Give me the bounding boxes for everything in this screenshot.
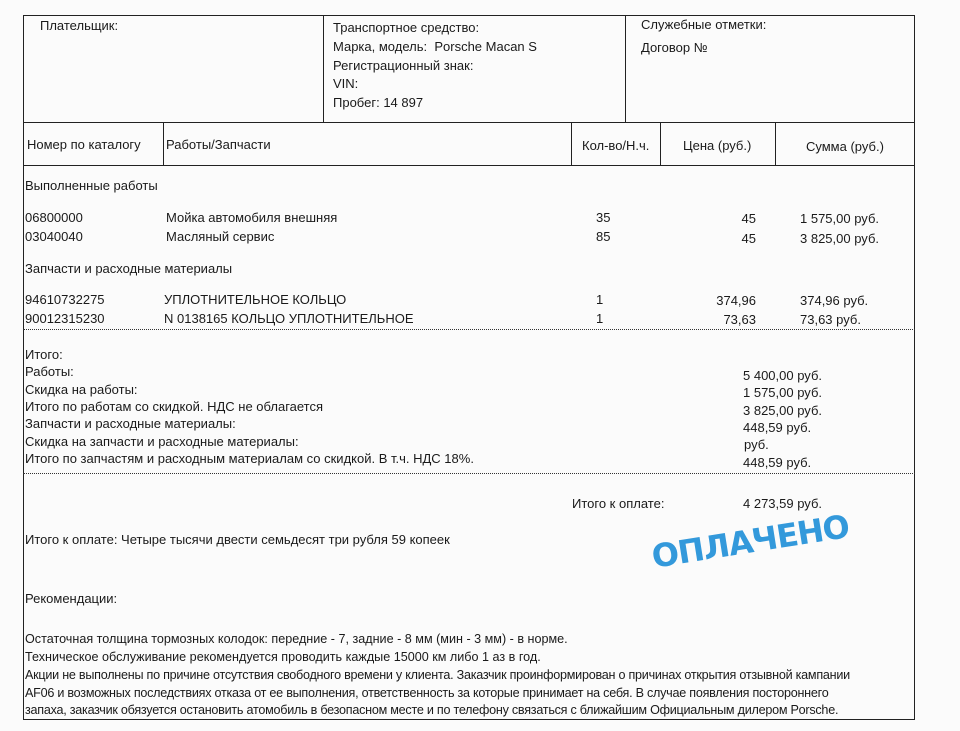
make-model-value: Porsche Macan S (434, 39, 537, 54)
recommendation-line: запаха, заказчик обязуется остановить атомобиль в безопасном месте и по телефону связаться с ближайшим Официальным дилером Porsche. (25, 703, 839, 717)
row-price: 45 (741, 231, 756, 246)
row-sum: 73,63 руб. (800, 312, 861, 327)
section-title-works: Выполненные работы (25, 178, 158, 193)
col-header-sum: Сумма (руб.) (806, 139, 884, 154)
col-divider-3 (660, 122, 661, 166)
paid-stamp: ОПЛАЧЕНО (649, 507, 852, 576)
row-name: Мойка автомобиля внешняя (166, 210, 338, 225)
totals-value: руб. (744, 437, 769, 452)
total-in-words: Итого к оплате: Четыре тысячи двести семьдесят три рубля 59 копеек (25, 532, 450, 547)
row-qty: 1 (596, 292, 604, 307)
grand-total-label: Итого к оплате: (572, 496, 665, 511)
row-catalog: 94610732275 (25, 292, 105, 307)
row-catalog: 03040040 (25, 229, 83, 244)
totals-label: Скидка на работы: (25, 382, 138, 397)
recommendation-line: Остаточная толщина тормозных колодок: передние - 7, задние - 8 мм (мин - 3 мм) - в норме. (25, 632, 568, 646)
mileage-label: Пробег: (333, 95, 380, 110)
totals-label: Итого по запчастям и расходным материалам со скидкой. В т.ч. НДС 18%. (25, 451, 474, 466)
payer-label: Плательщик: (40, 18, 119, 33)
totals-value: 5 400,00 руб. (743, 368, 823, 383)
vin-label: VIN: (333, 76, 359, 91)
row-sum: 374,96 руб. (800, 293, 869, 308)
make-model-row (333, 39, 537, 54)
col-header-qty: Кол-во/Н.ч. (582, 138, 650, 153)
totals-label: Итого по работам со скидкой. НДС не облагается (25, 399, 324, 414)
col-header-catalog: Номер по каталогу (27, 137, 141, 152)
items-bottom-dotted-line (23, 329, 915, 330)
row-name: N 0138165 КОЛЬЦО УПЛОТНИТЕЛЬНОЕ (164, 311, 414, 326)
header-divider-1 (323, 15, 324, 123)
row-price: 374,96 (716, 293, 756, 308)
row-sum: 3 825,00 руб. (800, 231, 880, 246)
row-sum: 1 575,00 руб. (800, 211, 880, 226)
totals-title: Итого: (25, 347, 63, 362)
contract-label: Договор № (641, 40, 708, 55)
recommendation-line: Акции не выполнены по причине отсутствия свободного времени у клиента. Заказчик проинформирован о причинах открытия отзывной кампании (25, 668, 850, 682)
header-bottom-line (23, 122, 915, 123)
header-divider-2 (625, 15, 626, 123)
totals-label: Работы: (25, 364, 74, 379)
totals-value: 3 825,00 руб. (743, 403, 823, 418)
totals-value: 1 575,00 руб. (743, 385, 823, 400)
row-name: Масляный сервис (166, 229, 275, 244)
col-header-name: Работы/Запчасти (166, 137, 271, 152)
row-qty: 85 (596, 229, 611, 244)
row-catalog: 90012315230 (25, 311, 105, 326)
totals-bottom-dotted-line (23, 473, 915, 474)
totals-value: 448,59 руб. (743, 455, 812, 470)
totals-value: 448,59 руб. (743, 420, 812, 435)
section-title-parts: Запчасти и расходные материалы (25, 261, 233, 276)
make-model-label: Марка, модель: (333, 39, 428, 54)
totals-label: Запчасти и расходные материалы: (25, 416, 236, 431)
col-header-price: Цена (руб.) (683, 138, 752, 153)
recommendations-title: Рекомендации: (25, 591, 118, 606)
recommendation-line: AF06 и возможных последствиях отказа от ее выполнения, ответственность за которые принимает на себя. В случае появления постороннего (25, 686, 829, 700)
reg-plate-label: Регистрационный знак: (333, 58, 474, 73)
row-qty: 1 (596, 311, 604, 326)
totals-label: Скидка на запчасти и расходные материалы: (25, 434, 299, 449)
col-divider-4 (775, 122, 776, 166)
row-price: 45 (741, 211, 756, 226)
row-name: УПЛОТНИТЕЛЬНОЕ КОЛЬЦО (164, 292, 347, 307)
col-divider-1 (163, 122, 164, 166)
row-price: 73,63 (723, 312, 756, 327)
recommendation-line: Техническое обслуживание рекомендуется проводить каждые 15000 км либо 1 аз в год. (25, 650, 541, 664)
mileage-value: 14 897 (383, 95, 424, 110)
grand-total-value: 4 273,59 руб. (743, 496, 823, 511)
row-qty: 35 (596, 210, 611, 225)
row-catalog: 06800000 (25, 210, 83, 225)
col-divider-2 (571, 122, 572, 166)
vehicle-title: Транспортное средство: (333, 20, 480, 35)
mileage-row (333, 95, 423, 110)
column-header-bottom-line (23, 165, 915, 166)
service-notes-title: Служебные отметки: (641, 17, 767, 32)
